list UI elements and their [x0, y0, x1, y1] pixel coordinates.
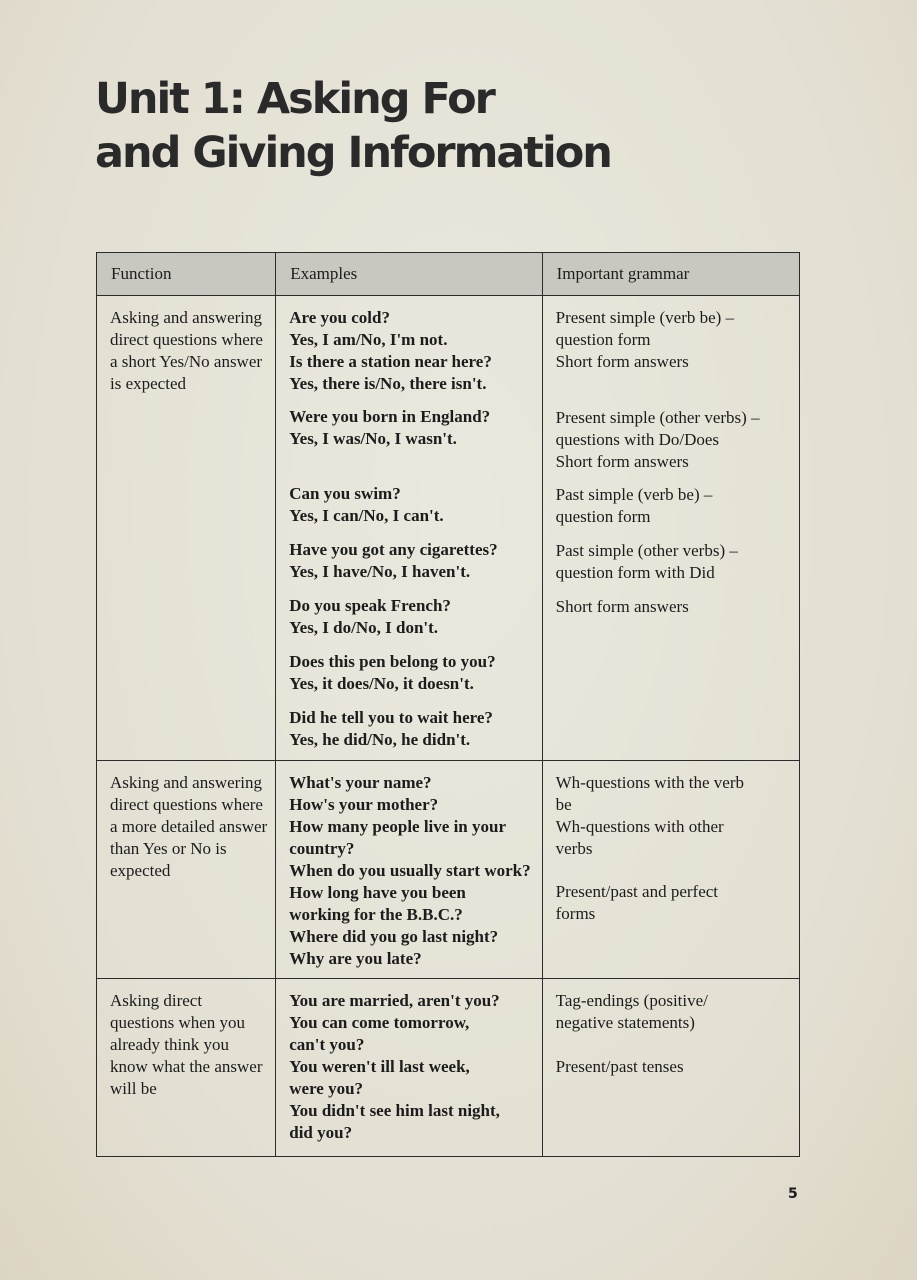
grammar-line: forms — [555, 904, 596, 923]
example-line: did you? — [289, 1123, 353, 1142]
grammar-line: question form with Did — [555, 563, 715, 582]
example-line: Are you cold? — [289, 308, 390, 327]
title-line-2: and Giving Information — [95, 128, 611, 178]
title-line-1: Unit 1: Asking For — [95, 74, 494, 124]
example-line: Yes, I was/No, I wasn't. — [289, 429, 457, 448]
grammar-line: Present simple (other verbs) – — [555, 408, 760, 427]
function-cell — [97, 979, 276, 1157]
example-line: Were you born in England? — [289, 407, 491, 426]
grammar-line: verbs — [555, 839, 593, 858]
example-line: Did he tell you to wait here? — [289, 708, 493, 727]
example-line: Do you speak French? — [289, 596, 451, 615]
example-line: Yes, there is/No, there isn't. — [289, 374, 487, 393]
grammar-line: questions with Do/Does — [555, 430, 720, 449]
function-cell — [97, 296, 276, 761]
grammar-line: Tag-endings (positive/ — [555, 991, 708, 1010]
example-line: How many people live in your — [289, 817, 507, 836]
example-line: Yes, it does/No, it doesn't. — [289, 674, 474, 693]
example-line: Have you got any cigarettes? — [289, 540, 498, 559]
example-line: can't you? — [289, 1035, 365, 1054]
examples-cell — [276, 761, 542, 979]
grammar-line: Past simple (other verbs) – — [555, 541, 738, 560]
example-line: were you? — [289, 1079, 364, 1098]
header-examples: Examples — [276, 253, 542, 296]
example-line: Yes, I am/No, I'm not. — [289, 330, 448, 349]
grammar-line: Wh-questions with other — [555, 817, 724, 836]
grammar-line: Present/past tenses — [555, 1057, 684, 1076]
example-line: You can come tomorrow, — [289, 1013, 470, 1032]
grammar-line: Present/past and perfect — [555, 882, 719, 901]
grammar-line: question form — [555, 507, 651, 526]
page-number: 5 — [788, 1186, 798, 1202]
grammar-cell — [542, 296, 799, 761]
example-line: Why are you late? — [289, 949, 422, 968]
grammar-cell — [542, 761, 799, 979]
grammar-line: Short form answers — [555, 597, 689, 616]
function-text: Asking direct questions when you already think you know what the answer will be — [110, 991, 263, 1098]
grammar-line: be — [555, 795, 572, 814]
grammar-line: Wh-questions with the verb — [555, 773, 745, 792]
example-line: Is there a station near here? — [289, 352, 492, 371]
example-line: How long have you been — [289, 883, 466, 902]
unit-title — [95, 72, 611, 180]
example-line: Yes, he did/No, he didn't. — [289, 730, 471, 749]
function-text: Asking and answering direct questions where a more detailed answer than Yes or No is expected — [110, 773, 268, 880]
example-line: You didn't see him last night, — [289, 1101, 500, 1120]
table-header-row — [97, 253, 800, 296]
example-line: Does this pen belong to you? — [289, 652, 496, 671]
header-grammar: Important grammar — [542, 253, 799, 296]
example-line: country? — [289, 839, 355, 858]
example-line: You weren't ill last week, — [289, 1057, 470, 1076]
example-line: Where did you go last night? — [289, 927, 499, 946]
grammar-line: Past simple (verb be) – — [555, 485, 713, 504]
example-line: working for the B.B.C.? — [289, 905, 463, 924]
example-line: Yes, I can/No, I can't. — [289, 506, 444, 525]
grammar-line: question form — [555, 330, 651, 349]
function-cell — [97, 761, 276, 979]
example-line: Yes, I do/No, I don't. — [289, 618, 439, 637]
example-line: What's your name? — [289, 773, 432, 792]
example-line: Can you swim? — [289, 484, 401, 503]
grammar-line: Short form answers — [555, 452, 689, 471]
example-line: Yes, I have/No, I haven't. — [289, 562, 471, 581]
grammar-line: Short form answers — [555, 352, 689, 371]
examples-cell — [276, 979, 542, 1157]
header-function: Function — [97, 253, 276, 296]
examples-cell — [276, 296, 542, 761]
grammar-line: Present simple (verb be) – — [555, 308, 735, 327]
example-line: How's your mother? — [289, 795, 439, 814]
grammar-line: negative statements) — [555, 1013, 695, 1032]
table-row — [97, 979, 800, 1157]
grammar-cell — [542, 979, 799, 1157]
example-line: You are married, aren't you? — [289, 991, 500, 1010]
example-line: When do you usually start work? — [289, 861, 531, 880]
grammar-table — [96, 252, 800, 1157]
table-row — [97, 296, 800, 761]
table-row — [97, 761, 800, 979]
function-text: Asking and answering direct questions where a short Yes/No answer is expected — [110, 308, 263, 393]
